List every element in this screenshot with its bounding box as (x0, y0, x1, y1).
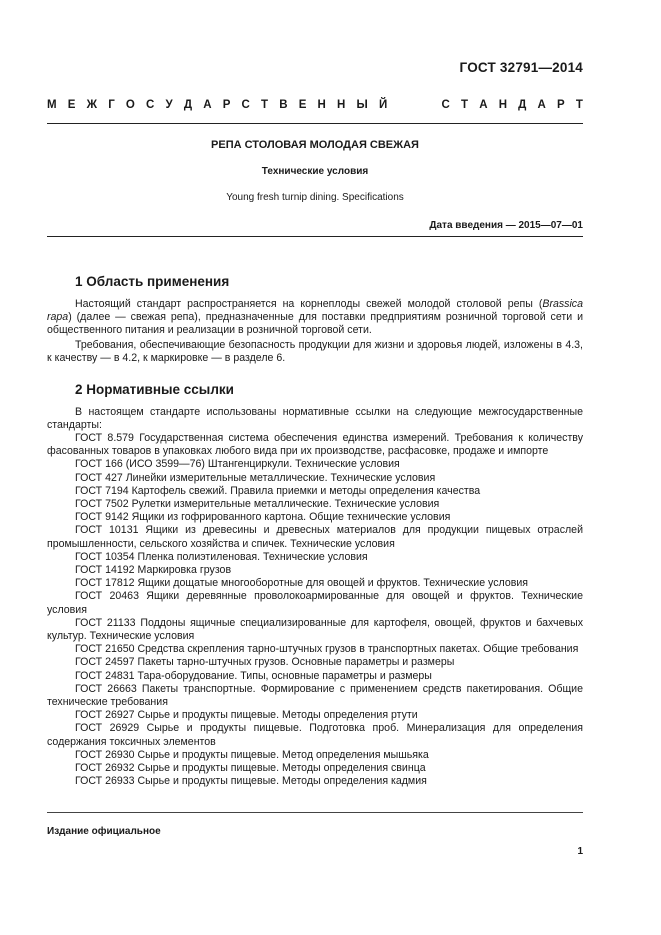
standard-type-heading (47, 99, 583, 111)
standard-type-letter: А (537, 99, 546, 111)
document-title: РЕПА СТОЛОВАЯ МОЛОДАЯ СВЕЖАЯ (211, 139, 419, 151)
reference-item: ГОСТ 7194 Картофель свежий. Правила приемки и методы определения качества (75, 484, 481, 497)
standard-type-letter: Р (222, 99, 231, 111)
standard-type-letter: Й (378, 99, 388, 111)
reference-item: ГОСТ 10131 Ящики из древесины и древесных материалов для продукции пищевых отраслей промышленности, сельского хозяйства и спичек. Технические условия (47, 524, 583, 550)
standard-type-letter: О (125, 99, 135, 111)
footer-divider (47, 812, 583, 813)
edition-note: Издание официальное (47, 826, 161, 837)
standard-type-letter: Е (67, 99, 76, 111)
standard-type-letter: С (441, 99, 450, 111)
reference-item: ГОСТ 20463 Ящики деревянные проволокоармированные для овощей и фруктов. Технические условия (47, 590, 583, 616)
reference-item: ГОСТ 427 Линейки измерительные металлические. Технические условия (75, 471, 436, 484)
reference-item: ГОСТ 21133 Поддоны ящичные специализированные для картофеля, овощей, фруктов и бахчевых культур. Технические условия (47, 616, 583, 643)
standard-type-letter: Н (317, 99, 326, 111)
header-divider (47, 123, 583, 124)
section-2-heading: 2 Нормативные ссылки (75, 382, 234, 397)
standard-type-letter: Н (337, 99, 346, 111)
standard-type-letter: Т (261, 99, 269, 111)
standard-type-letter: С (146, 99, 155, 111)
section-1-paragraph-2: Требования, обеспечивающие безопасность продукции для жизни и здоровья людей, изложены в 4.3, к качеству — в 4.2, к маркировке — в разделе 6. (47, 339, 583, 365)
reference-item: ГОСТ 26932 Сырье и продукты пищевые. Методы определения свинца (75, 762, 426, 775)
reference-item: ГОСТ 10354 Пленка полиэтиленовая. Технические условия (75, 550, 368, 563)
reference-item: ГОСТ 24597 Пакеты тарно-штучных грузов. Основные параметры и размеры (75, 656, 455, 669)
reference-item: ГОСТ 17812 Ящики дощатые многооборотные для овощей и фруктов. Технические условия (75, 577, 528, 590)
reference-item: ГОСТ 26929 Сырье и продукты пищевые. Подготовка проб. Минерализация для определения содержания токсичных элементов (47, 722, 583, 748)
english-title: Young fresh turnip dining. Specifications (226, 192, 404, 203)
reference-item: ГОСТ 166 (ИСО 3599—76) Штангенциркули. Технические условия (75, 458, 400, 471)
standard-type-letter: Т (461, 99, 469, 111)
standard-type-letter: Т (575, 99, 583, 111)
title-divider (47, 236, 583, 237)
normative-references-list (47, 432, 583, 788)
standard-type-letter: Ы (356, 99, 368, 111)
standard-type-letter (427, 99, 430, 111)
reference-item: ГОСТ 26930 Сырье и продукты пищевые. Метод определения мышьяка (75, 748, 429, 761)
introduction-date: Дата введения — 2015—07—01 (429, 220, 583, 231)
reference-item: ГОСТ 24831 Тара-оборудование. Типы, основные параметры и размеры (75, 669, 432, 682)
reference-item: ГОСТ 26663 Пакеты транспортные. Формирование с применением средств пакетирования. Общие технические требования (47, 682, 583, 709)
reference-item: ГОСТ 14192 Маркировка грузов (75, 564, 232, 577)
standard-type-letter (413, 99, 416, 111)
standard-type-letter (398, 99, 401, 111)
standard-type-letter: Н (498, 99, 507, 111)
standard-type-letter: Г (108, 99, 115, 111)
standard-type-letter: А (479, 99, 488, 111)
reference-item: ГОСТ 26927 Сырье и продукты пищевые. Методы определения ртути (75, 709, 418, 722)
standard-type-letter: Е (298, 99, 307, 111)
standard-type-letter: Д (518, 99, 527, 111)
standard-type-letter: У (165, 99, 173, 111)
standard-type-letter: Р (557, 99, 565, 111)
standard-type-letter: С (241, 99, 250, 111)
document-subtitle: Технические условия (261, 166, 369, 177)
standard-type-letter: Ж (86, 99, 98, 111)
reference-item: ГОСТ 9142 Ящики из гофрированного картона. Общие технические условия (75, 511, 451, 524)
reference-item: ГОСТ 7502 Рулетки измерительные металлические. Технические условия (75, 498, 440, 511)
page-number: 1 (577, 846, 583, 857)
standard-type-letter: М (47, 99, 57, 111)
reference-item: ГОСТ 21650 Средства скрепления тарно-штучных грузов в транспортных пакетах. Общие требования (75, 643, 579, 656)
section-1-heading: 1 Область применения (75, 274, 230, 289)
reference-item: ГОСТ 8.579 Государственная система обеспечения единства измерений. Требования к количеству фасованных товаров в упаковках любого вида при их производстве, расфасовке, продаже и импорте (47, 432, 583, 458)
standard-type-letter: Д (183, 99, 193, 111)
reference-item: ГОСТ 26933 Сырье и продукты пищевые. Методы определения кадмия (75, 775, 427, 788)
standard-type-letter: В (279, 99, 288, 111)
standard-type-letter: А (203, 99, 212, 111)
document-number: ГОСТ 32791—2014 (459, 60, 583, 75)
section-2-intro: В настоящем стандарте использованы нормативные ссылки на следующие межгосударственные стандарты: (47, 406, 583, 432)
section-1-paragraph-1: Настоящий стандарт распространяется на корнеплоды свежей молодой столовой репы (Brassica rapa) (далее — свежая репа), предназначенные для поставки предприятиям розничной торговой сети и общественного питания и реализации в розничной торговой сети. (47, 298, 583, 337)
